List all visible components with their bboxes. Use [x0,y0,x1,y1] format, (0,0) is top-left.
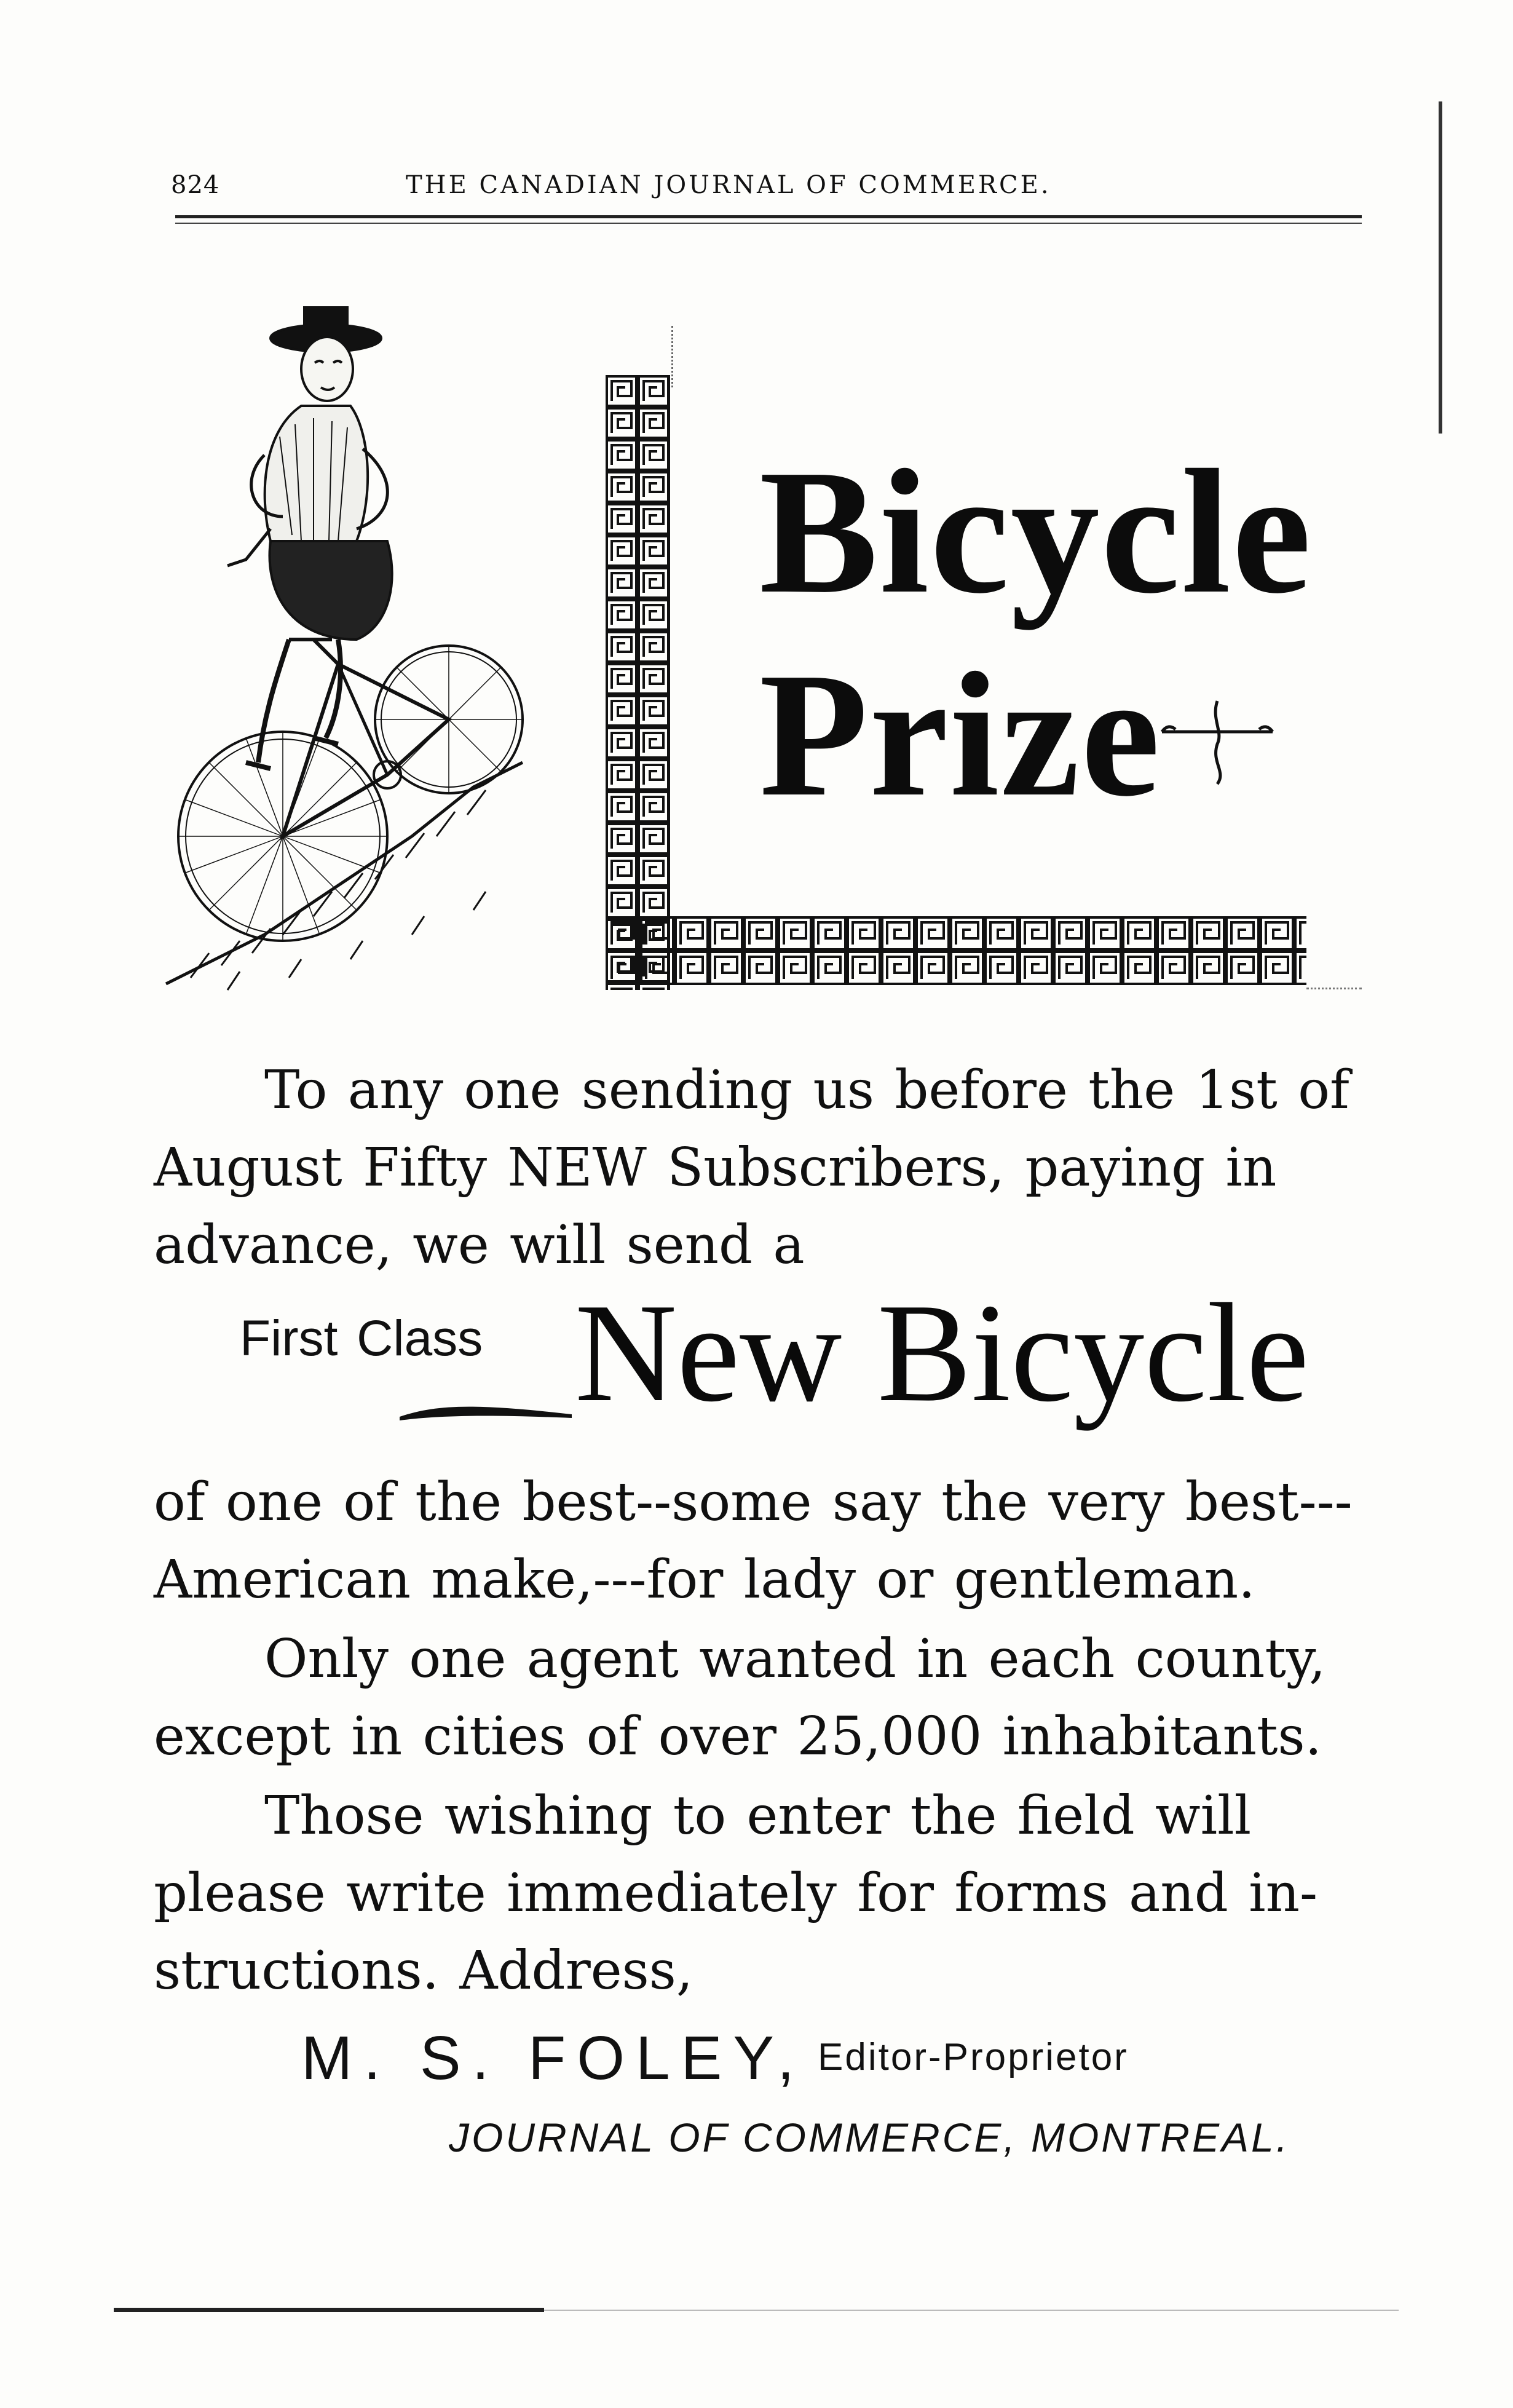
footer-rule-faint [544,2310,1399,2311]
body-line: To any one sending us before the 1st of [264,1059,1349,1121]
dotted-guide [1306,988,1362,989]
swash-underline-icon [400,1402,572,1420]
fleuron-icon [1150,695,1285,787]
footer-rule [114,2308,544,2312]
journal-running-title: THE CANADIAN JOURNAL OF COMMERCE. [406,171,1051,199]
headline-prize: Prize [759,636,1161,833]
dotted-guide [671,326,673,387]
page-number: 824 [171,171,220,199]
journal-address: JOURNAL OF COMMERCE, MONTREAL. [449,2115,1290,2160]
greek-key-border-icon [606,916,1306,985]
body-line: Only one agent wanted in each county, [264,1628,1326,1690]
body-line: except in cities of over 25,000 inhabitants. [154,1706,1322,1767]
headline-bicycle: Bicycle [759,433,1313,630]
margin-mark [1439,101,1442,434]
woman-riding-bicycle-icon [154,295,535,996]
body-line: of one of the best--some say the very best--- [154,1471,1353,1533]
body-line: advance, we will send a [154,1214,805,1276]
header-rule [175,215,1362,218]
header-rule-thin [175,223,1362,224]
body-line: August Fifty NEW Subscribers, paying in [154,1137,1277,1198]
body-line: American make,---for lady or gentleman. [154,1549,1255,1610]
body-line: Those wishing to enter the field will [264,1785,1252,1847]
signature-role: Editor-Proprietor [818,2036,1129,2078]
body-line: structions. Address, [154,1940,693,2002]
body-line: please write immediately for forms and in- [154,1863,1318,1924]
offer-first-class: First Class [240,1310,483,1366]
offer-new-bicycle: New Bicycle [575,1274,1310,1431]
signature-name: M. S. FOLEY, [301,2024,805,2093]
greek-key-border-icon [606,375,670,990]
